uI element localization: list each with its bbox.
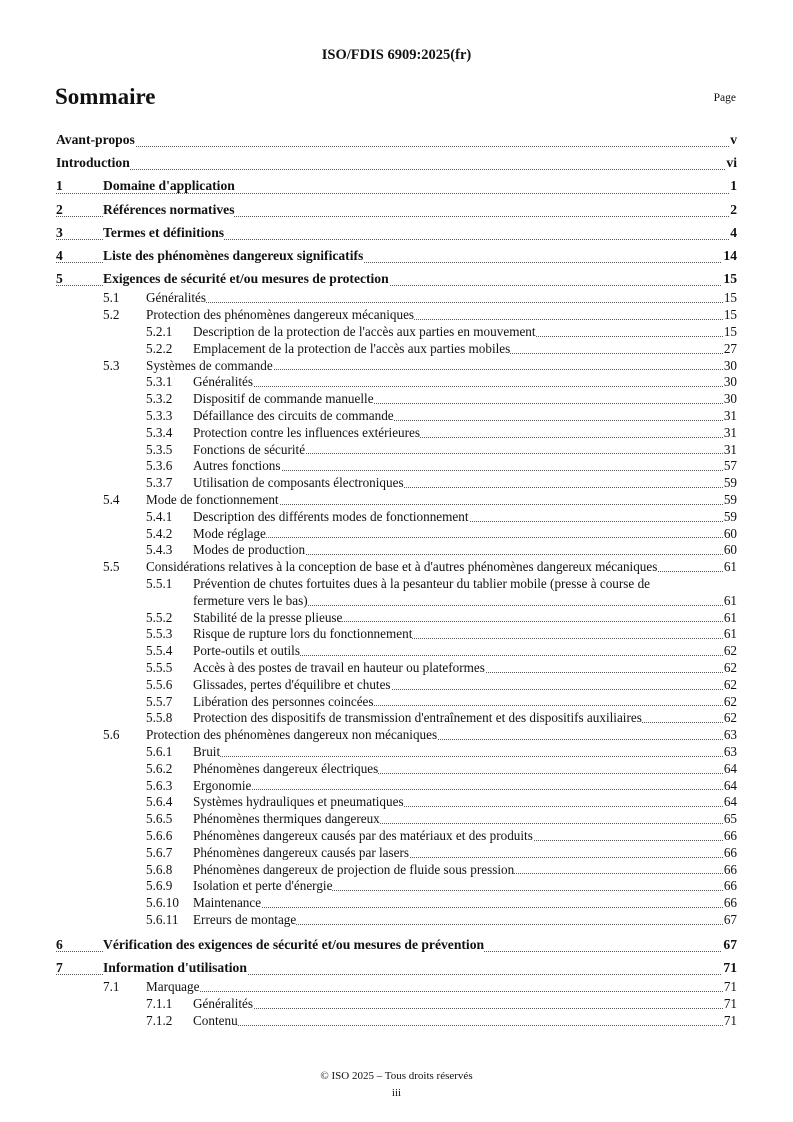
toc-entry[interactable] — [56, 744, 737, 761]
toc-entry-page: 61 — [723, 592, 737, 608]
toc-entry[interactable] — [56, 694, 737, 711]
toc-entry-title[interactable]: Phénomènes thermiques dangereux — [193, 811, 380, 827]
toc-entry-title[interactable]: Références normatives — [103, 201, 235, 217]
toc-entry[interactable] — [56, 643, 737, 660]
toc-entry[interactable] — [56, 878, 737, 895]
toc-entry-page: 15 — [723, 290, 737, 306]
toc-entry-number: 5.3.3 — [146, 408, 173, 423]
toc-entry-title[interactable]: Accès à des postes de travail en hauteur ou plateformes — [193, 659, 485, 675]
toc-entry-title[interactable]: Systèmes de commande — [146, 357, 273, 373]
toc-entry-page: 31 — [723, 424, 737, 440]
toc-entry-number: 7 — [56, 959, 63, 975]
toc-entry-title[interactable]: Avant-propos — [56, 132, 135, 147]
toc-entry-page: 61 — [723, 626, 737, 642]
toc-entry-page: 66 — [723, 827, 737, 843]
toc-entry-page: 31 — [723, 408, 737, 423]
toc-entry-page: 71 — [723, 995, 737, 1011]
toc-entry-title[interactable]: Vérification des exigences de sécurité et/ou mesures de prévention — [103, 936, 485, 952]
toc-entry-page: 57 — [723, 458, 737, 474]
toc-entry[interactable] — [56, 408, 737, 425]
toc-entry-page: 59 — [723, 508, 737, 524]
toc-entry-title[interactable]: Domaine d'application — [103, 178, 235, 194]
toc-entry-title[interactable]: Contenu — [193, 1012, 238, 1028]
toc-entry-number: 7.1.2 — [146, 1012, 173, 1028]
toc-entry-number: 5.5.5 — [146, 659, 173, 675]
toc-entry-page: 71 — [723, 1012, 737, 1028]
toc-entry-page: 65 — [723, 811, 737, 827]
toc-entry-title[interactable]: Stabilité de la presse plieuse — [193, 609, 343, 625]
toc-entry-title[interactable]: Généralités — [193, 374, 254, 390]
toc-entry-number: 5.2.1 — [146, 324, 173, 340]
toc-entry-number: 5.3.2 — [146, 391, 173, 407]
toc-entry[interactable] — [56, 458, 737, 475]
toc-entry-number: 5.5.4 — [146, 643, 173, 659]
toc-entry-page: 30 — [723, 374, 737, 390]
toc-entry-page: 62 — [723, 659, 737, 675]
toc-entry-title[interactable]: Introduction — [56, 155, 130, 171]
toc-entry-title[interactable]: Emplacement de la protection de l'accès aux parties mobiles — [193, 340, 511, 356]
toc-entry-page: 66 — [723, 861, 737, 877]
toc-entry[interactable] — [56, 828, 737, 845]
toc-entry-title[interactable]: Considérations relatives à la conception de base et à d'autres phénomènes dangereux mécaniques — [146, 559, 658, 575]
toc-entry-page: 60 — [723, 542, 737, 558]
toc-entry[interactable] — [56, 610, 737, 627]
toc-entry-title[interactable]: Porte-outils et outils — [193, 643, 300, 659]
toc-entry-page: 2 — [729, 198, 737, 221]
toc-entry[interactable] — [56, 341, 737, 358]
toc-entry-number: 5.6.6 — [146, 827, 173, 843]
toc-entry-page: 60 — [723, 525, 737, 541]
toc-entry-page: 59 — [723, 475, 737, 491]
toc-entry-number: 5.6.8 — [146, 861, 173, 877]
toc-entry-number: 5.6.7 — [146, 844, 173, 860]
toc-entry-title[interactable]: Glissades, pertes d'équilibre et chutes — [193, 676, 391, 692]
toc-entry-number: 5.6.2 — [146, 760, 173, 776]
toc-entry-title[interactable]: Mode réglage — [193, 525, 266, 541]
toc-entry[interactable] — [56, 895, 737, 912]
toc-entry[interactable] — [56, 391, 737, 408]
toc-entry-title[interactable]: Autres fonctions — [193, 458, 281, 474]
toc-entry-page: 66 — [723, 895, 737, 911]
toc-entry-number: 5.6.3 — [146, 777, 173, 793]
toc-entry-title[interactable]: Marquage — [146, 979, 200, 995]
page-number: iii — [391, 1087, 402, 1099]
toc-entry-number: 5.6 — [103, 727, 120, 743]
toc-entry-title[interactable]: Protection contre les influences extérieures — [193, 424, 421, 440]
toc-entry-number: 5.5.1 — [146, 575, 173, 591]
toc-entry[interactable] — [56, 710, 737, 727]
toc-entry-title[interactable]: Fonctions de sécurité — [193, 441, 306, 457]
toc-entry-page: 67 — [722, 933, 737, 956]
toc-entry-page: 61 — [723, 609, 737, 625]
toc-entry[interactable] — [56, 244, 737, 267]
toc-entry-title[interactable]: Utilisation de composants électroniques — [193, 475, 404, 491]
toc-entry-number: 5.4.3 — [146, 542, 173, 558]
toc-entry-number: 5.5.7 — [146, 693, 173, 709]
toc-entry-number: 5.6.5 — [146, 811, 173, 827]
toc-entry-number: 5.6.9 — [146, 878, 173, 894]
toc-entry[interactable] — [56, 128, 737, 151]
toc-entry[interactable] — [56, 761, 737, 778]
toc-entry-title[interactable]: Protection des dispositifs de transmission d'entraînement et des dispositifs auxiliaires — [193, 710, 642, 726]
toc-entry-title[interactable]: Information d'utilisation — [103, 959, 247, 975]
toc-entry-page: 15 — [723, 307, 737, 323]
toc-entry[interactable] — [56, 174, 737, 197]
toc-entry-number: 5 — [56, 271, 63, 287]
page-column-label: Page — [713, 92, 736, 104]
toc-entry[interactable] — [56, 358, 737, 375]
toc-entry-title[interactable]: Description de la protection de l'accès aux parties en mouvement — [193, 324, 536, 340]
toc-entry-page: 62 — [723, 643, 737, 659]
toc-entry-page: 61 — [723, 559, 737, 575]
toc-entry-page: 64 — [723, 794, 737, 810]
toc-entry-number: 5.5.3 — [146, 626, 173, 642]
toc-entry[interactable] — [56, 267, 737, 290]
page-title: Sommaire — [55, 84, 156, 109]
toc-entry-title[interactable]: Termes et définitions — [103, 224, 225, 240]
toc-entry[interactable] — [56, 979, 737, 996]
toc-entry-number: 5.6.10 — [146, 895, 179, 911]
toc-entry-title[interactable]: Erreurs de montage — [193, 911, 297, 927]
toc-entry-number: 3 — [56, 224, 63, 240]
toc-entry-title[interactable]: Généralités — [146, 290, 207, 306]
toc-entry-number: 1 — [56, 178, 63, 194]
toc-entry-number: 5.6.1 — [146, 743, 173, 759]
toc-entry-number: 6 — [56, 936, 63, 952]
toc-entry-title[interactable]: Exigences de sécurité et/ou mesures de protection — [103, 271, 389, 287]
toc-entry[interactable] — [56, 778, 737, 795]
toc-entry-number: 5.4.2 — [146, 525, 173, 541]
toc-entry-page: 64 — [723, 777, 737, 793]
toc-entry-number: 5.3.7 — [146, 475, 173, 491]
toc-entry-number: 7.1.1 — [146, 995, 173, 1011]
copyright-footer: © ISO 2025 – Tous droits réservés — [320, 1070, 473, 1082]
toc-entry[interactable] — [56, 660, 737, 677]
toc-entry-title[interactable]: Bruit — [193, 743, 221, 759]
toc-entry-number: 7.1 — [103, 979, 120, 995]
table-of-contents — [56, 128, 737, 1030]
toc-entry-number: 5.5.6 — [146, 676, 173, 692]
toc-entry-number: 5.3.5 — [146, 441, 173, 457]
toc-entry-page: 59 — [723, 491, 737, 507]
toc-entry-page: 15 — [723, 324, 737, 340]
toc-entry-page: vi — [725, 151, 737, 174]
toc-entry-page: 30 — [723, 357, 737, 373]
document-header: ISO/FDIS 6909:2025(fr) — [321, 47, 472, 63]
toc-entry-title[interactable]: Protection des phénomènes dangereux non mécaniques — [146, 727, 438, 743]
toc-entry-page: 63 — [723, 727, 737, 743]
toc-entry[interactable] — [56, 727, 737, 744]
toc-entry-number: 5.3.4 — [146, 424, 173, 440]
toc-entry-page: 62 — [723, 693, 737, 709]
toc-entry-title[interactable]: Description des différents modes de fonctionnement — [193, 508, 469, 524]
toc-entry-number: 5.5.2 — [146, 609, 173, 625]
toc-entry-page: 62 — [723, 710, 737, 726]
toc-entry-title[interactable]: Liste des phénomènes dangereux significatifs — [103, 248, 364, 264]
toc-entry-page: 66 — [723, 878, 737, 894]
toc-entry-page: 14 — [722, 244, 737, 267]
toc-entry[interactable] — [56, 811, 737, 828]
toc-entry-title[interactable]: Maintenance — [193, 895, 262, 911]
toc-entry-title[interactable]: Mode de fonctionnement — [146, 491, 279, 507]
toc-entry-number: 5.4.1 — [146, 508, 173, 524]
toc-entry[interactable] — [56, 492, 737, 509]
toc-entry-page: 64 — [723, 760, 737, 776]
toc-entry-title[interactable]: Ergonomie — [193, 777, 252, 793]
toc-entry[interactable] — [56, 542, 737, 559]
toc-entry-title[interactable]: Protection des phénomènes dangereux mécaniques — [146, 307, 415, 323]
toc-entry[interactable] — [56, 324, 737, 341]
toc-entry[interactable] — [56, 862, 737, 879]
toc-entry[interactable] — [56, 198, 737, 221]
toc-entry-title[interactable]: Phénomènes dangereux causés par des matériaux et des produits — [193, 827, 533, 843]
toc-entry-page: 30 — [723, 391, 737, 407]
toc-entry-page: 71 — [722, 956, 737, 979]
toc-entry-number: 5.6.4 — [146, 794, 173, 810]
toc-entry-title[interactable]: Phénomènes dangereux de projection de fluide sous pression — [193, 861, 515, 877]
toc-entry[interactable] — [56, 956, 737, 979]
toc-entry-title[interactable]: Généralités — [193, 995, 254, 1011]
toc-entry[interactable] — [56, 559, 737, 576]
toc-entry-title[interactable]: Libération des personnes coincées — [193, 693, 374, 709]
toc-entry[interactable] — [56, 996, 737, 1013]
toc-entry-title[interactable]: Risque de rupture lors du fonctionnement — [193, 626, 413, 642]
toc-entry-page: 1 — [729, 174, 737, 197]
toc-entry-title[interactable]: Systèmes hydrauliques et pneumatiques — [193, 794, 404, 810]
toc-entry-number: 5.3.6 — [146, 458, 173, 474]
toc-entry[interactable] — [56, 845, 737, 862]
toc-entry[interactable] — [56, 374, 737, 391]
toc-entry-title[interactable]: Modes de production — [193, 542, 306, 558]
toc-entry-number: 5.3.1 — [146, 374, 173, 390]
toc-entry-number: 5.3 — [103, 357, 120, 373]
toc-entry[interactable] — [56, 290, 737, 307]
toc-entry-page: 71 — [723, 979, 737, 995]
toc-entry-title[interactable]: Phénomènes dangereux électriques — [193, 760, 379, 776]
toc-entry-number: 5.5 — [103, 559, 120, 575]
toc-entry-number: 5.6.11 — [146, 911, 179, 927]
toc-entry-page: 62 — [723, 676, 737, 692]
toc-entry[interactable] — [56, 526, 737, 543]
toc-entry[interactable] — [56, 626, 737, 643]
toc-entry[interactable] — [56, 677, 737, 694]
toc-entry-number: 5.4 — [103, 491, 120, 507]
toc-entry-number: 4 — [56, 248, 63, 264]
toc-entry-number: 5.2 — [103, 307, 120, 323]
toc-entry-page: v — [729, 128, 737, 151]
toc-entry-title[interactable]: Dispositif de commande manuelle — [193, 391, 374, 407]
toc-entry-number: 2 — [56, 201, 63, 217]
toc-entry-page: 4 — [729, 221, 737, 244]
toc-entry[interactable] — [56, 425, 737, 442]
toc-entry[interactable] — [56, 1013, 737, 1030]
toc-entry[interactable] — [56, 509, 737, 526]
toc-entry-number: 5.2.2 — [146, 340, 173, 356]
toc-entry[interactable] — [56, 933, 737, 956]
toc-entry-page: 67 — [723, 911, 737, 927]
toc-entry[interactable] — [56, 221, 737, 244]
toc-entry[interactable] — [56, 794, 737, 811]
toc-entry-page: 31 — [723, 441, 737, 457]
toc-entry[interactable] — [56, 576, 737, 610]
toc-entry-title[interactable]: Défaillance des circuits de commande — [193, 408, 394, 423]
toc-entry-title[interactable]: Phénomènes dangereux causés par lasers — [193, 844, 410, 860]
toc-entry-page: 15 — [722, 267, 737, 290]
toc-entry-page: 66 — [723, 844, 737, 860]
toc-entry[interactable] — [56, 151, 737, 174]
toc-entry-number: 5.5.8 — [146, 710, 173, 726]
toc-entry-number: 5.1 — [103, 290, 120, 306]
toc-entry-page: 63 — [723, 743, 737, 759]
toc-entry[interactable] — [56, 442, 737, 459]
toc-entry[interactable] — [56, 475, 737, 492]
toc-entry[interactable] — [56, 307, 737, 324]
toc-entry[interactable] — [56, 912, 737, 929]
toc-entry-page: 27 — [723, 340, 737, 356]
toc-entry-title[interactable]: Prévention de chutes fortuites dues à la pesanteur du tablier mobile (presse à course de fermeture vers le bas) — [193, 575, 651, 608]
toc-entry-title[interactable]: Isolation et perte d'énergie — [193, 878, 333, 894]
